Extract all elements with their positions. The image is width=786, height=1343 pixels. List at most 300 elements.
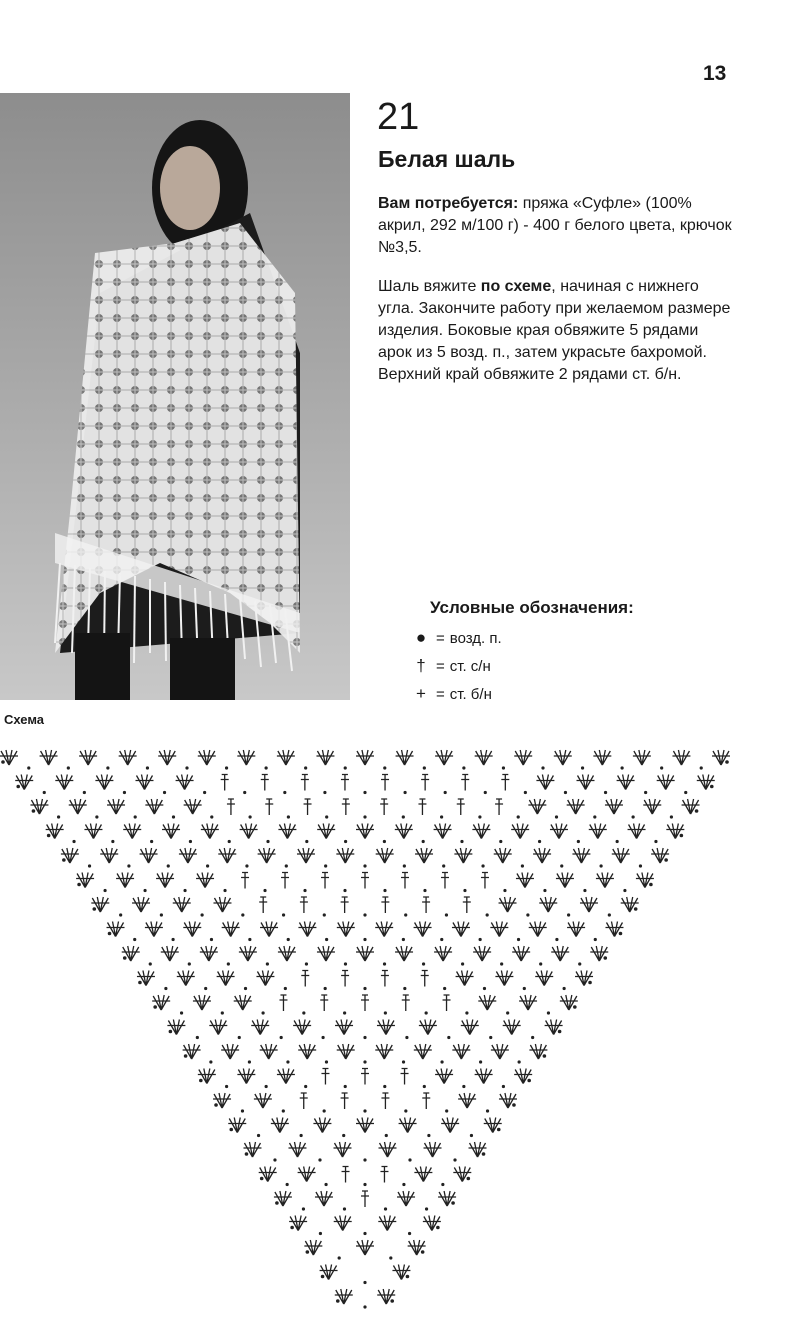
chain-dot-icon [323, 1109, 326, 1112]
fan-stitch-icon [356, 1240, 374, 1255]
chain-dot-icon [604, 791, 607, 794]
double-crochet-icon [461, 775, 469, 791]
legend-label: возд. п. [449, 629, 502, 647]
chain-dot-icon [383, 962, 386, 965]
chain-dot-icon [325, 938, 328, 941]
double-crochet-icon [301, 775, 309, 791]
chain-dot-icon [440, 815, 443, 818]
chain-dot-icon [560, 864, 563, 867]
double-crochet-icon [341, 897, 349, 913]
chain-dot-icon [483, 987, 486, 990]
chain-dot-icon [287, 815, 290, 818]
chain-dot-icon [478, 815, 481, 818]
fan-stitch-icon [356, 824, 374, 839]
chain-dot-icon [275, 1201, 279, 1205]
chain-dot-icon [623, 889, 626, 892]
double-crochet-icon [342, 799, 350, 815]
chain-dot-icon [214, 1103, 218, 1107]
fan-stitch-icon [145, 922, 163, 937]
chain-dot-icon [484, 791, 487, 794]
fan-stitch-icon [605, 799, 623, 814]
chain-dot-icon [171, 938, 174, 941]
fan-stitch-icon [356, 1118, 374, 1133]
chain-dot-icon [425, 1011, 428, 1014]
chain-dot-icon [225, 1085, 228, 1088]
double-crochet-icon [304, 799, 312, 815]
chain-dot-icon [72, 840, 75, 843]
fan-stitch-icon [278, 946, 296, 961]
fan-stitch-icon [452, 922, 470, 937]
chain-dot-icon [558, 1030, 562, 1034]
chain-dot-icon [453, 1158, 456, 1161]
chain-dot-icon [244, 987, 247, 990]
chain-dot-icon [261, 1011, 264, 1014]
chain-dot-icon [363, 1232, 366, 1235]
legend-equals: = [436, 629, 445, 647]
chain-dot-icon [266, 840, 269, 843]
chain-dot-icon [93, 907, 97, 911]
chain-dot-icon [228, 840, 231, 843]
chain-dot-icon [201, 913, 204, 916]
chain-dot-icon [555, 815, 558, 818]
chain-dot-icon [127, 864, 130, 867]
fan-stitch-icon [239, 946, 257, 961]
fan-stitch-icon [356, 946, 374, 961]
fan-stitch-icon [145, 799, 163, 814]
chain-dot-icon [684, 791, 687, 794]
double-crochet-icon [259, 897, 267, 913]
chain-dot-icon [523, 987, 526, 990]
chain-dot-icon [389, 1256, 392, 1259]
chain-dot-icon [88, 864, 91, 867]
chain-dot-icon [325, 1060, 328, 1063]
chain-dot-icon [260, 1177, 264, 1181]
chain-dot-icon [497, 1128, 501, 1132]
chain-dot-icon [600, 864, 603, 867]
chain-dot-icon [273, 1158, 276, 1161]
fan-stitch-icon [335, 1020, 353, 1035]
chain-dot-icon [664, 858, 668, 862]
chain-dot-icon [506, 1011, 509, 1014]
double-crochet-icon [380, 1167, 388, 1183]
chain-dot-icon [146, 766, 149, 769]
chain-dot-icon [238, 1036, 241, 1039]
fan-stitch-icon [379, 1142, 397, 1157]
chain-dot-icon [541, 766, 544, 769]
fan-stitch-icon [100, 848, 118, 863]
chain-dot-icon [77, 883, 81, 887]
fan-stitch-icon [536, 775, 554, 790]
chain-dot-icon [227, 962, 230, 965]
chain-dot-icon [425, 1207, 428, 1210]
chain-dot-icon: ● [415, 628, 427, 647]
fan-stitch-icon [435, 1069, 453, 1084]
fan-stitch-icon [79, 750, 97, 765]
fan-stitch-icon [628, 824, 646, 839]
chain-dot-icon [489, 1036, 492, 1039]
double-crochet-icon [265, 799, 273, 815]
chain-dot-icon [184, 1054, 188, 1058]
fan-stitch-icon [237, 750, 255, 765]
instructions-text-end: , начиная с нижнего угла. Закончите работу при желаемом размере изделия. Боковые края обвяжите 5 рядами арок из 5 возд. п., затем украсьте бахромой. Верхний край обвяжите 2 рядами ст. б/н. [378, 278, 731, 383]
fan-stitch-icon [596, 873, 614, 888]
instructions-text-start: Шаль вяжите [378, 278, 481, 295]
chain-dot-icon [189, 840, 192, 843]
chain-dot-icon [390, 1299, 394, 1303]
double-crochet-icon [321, 873, 329, 889]
chain-dot-icon [445, 1109, 448, 1112]
chain-dot-icon [500, 962, 503, 965]
chain-dot-icon [583, 889, 586, 892]
chain-dot-icon [203, 791, 206, 794]
fan-stitch-icon [158, 750, 176, 765]
double-crochet-icon [401, 873, 409, 889]
materials-text: пряжа «Суфле» (100% акрил, 292 м/100 г) - 400 г белого цвета, крючок №3,5. [378, 195, 732, 256]
chain-dot-icon [306, 1250, 310, 1254]
chain-dot-icon [325, 815, 328, 818]
double-crochet-icon [418, 799, 426, 815]
chain-dot-icon [644, 791, 647, 794]
fan-stitch-icon [258, 848, 276, 863]
chain-dot-icon [1, 760, 5, 764]
fan-stitch-icon [414, 1167, 432, 1182]
fan-stitch-icon [277, 750, 295, 765]
fan-stitch-icon [336, 848, 354, 863]
fan-stitch-icon [577, 775, 595, 790]
double-crochet-icon [279, 995, 287, 1011]
chain-dot-icon [403, 864, 406, 867]
chain-dot-icon [300, 1134, 303, 1137]
fan-stitch-icon [415, 848, 433, 863]
double-crochet-icon [422, 1093, 430, 1109]
chain-dot-icon [47, 834, 51, 838]
chain-dot-icon [108, 932, 112, 936]
chain-dot-icon [209, 1060, 212, 1063]
chain-dot-icon [403, 987, 406, 990]
chain-dot-icon [440, 1060, 443, 1063]
chain-dot-icon [163, 791, 166, 794]
fan-stitch-icon [116, 873, 134, 888]
chain-dot-icon [479, 938, 482, 941]
fan-stitch-icon [313, 1118, 331, 1133]
double-crochet-icon [300, 897, 308, 913]
double-crochet-icon [501, 775, 509, 791]
fan-stitch-icon [539, 897, 557, 912]
fan-stitch-icon [378, 1216, 396, 1231]
chain-dot-icon [436, 1226, 440, 1230]
chain-dot-icon [265, 766, 268, 769]
chain-dot-icon [363, 815, 366, 818]
fan-stitch-icon [316, 750, 334, 765]
chain-dot-icon [302, 1011, 305, 1014]
fan-stitch-icon [162, 824, 180, 839]
fan-stitch-icon [260, 922, 278, 937]
fan-stitch-icon [494, 848, 512, 863]
double-crochet-icon [381, 1093, 389, 1109]
chain-dot-icon [285, 864, 288, 867]
chain-dot-icon [402, 1183, 405, 1186]
fan-stitch-icon [156, 873, 174, 888]
fan-stitch-icon [84, 824, 102, 839]
chain-dot-icon [460, 840, 463, 843]
chain-dot-icon [538, 840, 541, 843]
chain-dot-icon [451, 1201, 455, 1205]
chain-dot-icon [302, 1207, 305, 1210]
chain-dot-icon [441, 1183, 444, 1186]
chain-dot-icon [486, 1109, 489, 1112]
double-crochet-icon [422, 897, 430, 913]
chain-dot-icon [725, 760, 729, 764]
chain-dot-icon [248, 1060, 251, 1063]
chain-dot-icon [461, 962, 464, 965]
fan-stitch-icon [419, 1020, 437, 1035]
chain-dot-icon [305, 962, 308, 965]
chain-dot-icon [567, 913, 570, 916]
chain-dot-icon [185, 766, 188, 769]
chain-dot-icon [229, 1128, 233, 1132]
fan-stitch-icon [643, 799, 661, 814]
chain-dot-icon [324, 864, 327, 867]
chain-dot-icon [169, 1030, 173, 1034]
fan-stitch-icon [193, 995, 211, 1010]
double-crochet-icon [227, 799, 235, 815]
chain-dot-icon [27, 766, 30, 769]
fan-stitch-icon [218, 848, 236, 863]
chain-dot-icon [632, 815, 635, 818]
instructions-paragraph [378, 276, 733, 386]
fan-stitch-icon [376, 848, 394, 863]
chain-dot-icon [531, 1036, 534, 1039]
fan-stitch-icon [201, 824, 219, 839]
fan-stitch-icon [617, 775, 635, 790]
legend-item [410, 624, 634, 652]
chain-dot-icon [283, 791, 286, 794]
fan-stitch-icon [95, 775, 113, 790]
fan-stitch-icon [551, 946, 569, 961]
double-crochet-icon [320, 995, 328, 1011]
fan-stitch-icon [317, 946, 335, 961]
fan-stitch-icon [69, 799, 87, 814]
chart-rows [0, 750, 730, 1309]
chain-dot-icon [403, 791, 406, 794]
chain-dot-icon [442, 864, 445, 867]
chain-dot-icon [149, 962, 152, 965]
chain-dot-icon [284, 987, 287, 990]
fan-stitch-icon [288, 1142, 306, 1157]
fan-stitch-icon [260, 1044, 278, 1059]
chain-dot-icon [649, 883, 653, 887]
fan-stitch-icon [473, 946, 491, 961]
double-crochet-icon [361, 873, 369, 889]
chain-dot-icon [280, 1036, 283, 1039]
double-crochet-icon [301, 971, 309, 987]
fan-stitch-icon [217, 971, 235, 986]
chain-dot-icon [543, 889, 546, 892]
chain-dot-icon [402, 938, 405, 941]
chain-dot-icon [521, 864, 524, 867]
chain-dot-icon [133, 938, 136, 941]
double-crochet-icon [221, 775, 229, 791]
chain-dot-icon [527, 1079, 531, 1083]
chain-dot-icon [634, 907, 638, 911]
chain-dot-icon [305, 840, 308, 843]
fan-stitch-icon [333, 1142, 351, 1157]
chain-dot-icon [196, 1036, 199, 1039]
chain-dot-icon [248, 938, 251, 941]
fan-stitch-icon [572, 848, 590, 863]
chain-dot-icon [539, 962, 542, 965]
fan-stitch-icon [251, 1020, 269, 1035]
chain-dot-icon [363, 1060, 366, 1063]
fan-stitch-icon [491, 1044, 509, 1059]
instructions-emphasis: по схеме [480, 278, 552, 295]
fan-stitch-icon [499, 897, 517, 912]
chain-dot-icon [160, 913, 163, 916]
legend-item [410, 652, 634, 680]
chain-dot-icon [344, 766, 347, 769]
double-crochet-icon [341, 775, 349, 791]
chain-dot-icon [383, 889, 386, 892]
legend-item [410, 680, 634, 708]
chain-dot-icon [547, 1011, 550, 1014]
fan-stitch-icon [458, 1093, 476, 1108]
double-crochet-icon [443, 995, 451, 1011]
fan-stitch-icon [550, 824, 568, 839]
fan-stitch-icon [184, 799, 202, 814]
chain-dot-icon [111, 840, 114, 843]
chain-dot-icon [517, 815, 520, 818]
fan-stitch-icon [399, 1118, 417, 1133]
fan-stitch-icon [533, 848, 551, 863]
chain-dot-icon [221, 1011, 224, 1014]
double-crochet-icon [361, 995, 369, 1011]
chain-dot-icon [206, 864, 209, 867]
chain-dot-icon [447, 1036, 450, 1039]
double-crochet-icon [463, 897, 471, 913]
fan-stitch-icon [454, 848, 472, 863]
chain-dot-icon [95, 815, 98, 818]
chain-dot-icon [443, 987, 446, 990]
fan-stitch-icon [40, 750, 58, 765]
fan-stitch-icon [176, 775, 194, 790]
chain-dot-icon [479, 1060, 482, 1063]
chain-dot-icon [555, 938, 558, 941]
chain-dot-icon [138, 981, 142, 985]
chain-dot-icon [470, 1134, 473, 1137]
materials-label: Вам потребуется: [378, 195, 519, 212]
chain-dot-icon [188, 962, 191, 965]
chain-dot-icon [518, 1060, 521, 1063]
chain-dot-icon [404, 1109, 407, 1112]
double-crochet-icon [481, 873, 489, 889]
chain-dot-icon [405, 1036, 408, 1039]
fan-stitch-icon [297, 848, 315, 863]
fan-stitch-icon [173, 897, 191, 912]
chain-dot-icon [680, 834, 684, 838]
chain-dot-icon [499, 840, 502, 843]
fan-stitch-icon [556, 873, 574, 888]
chain-dot-icon [204, 987, 207, 990]
fan-stitch-icon [222, 922, 240, 937]
fan-stitch-icon [434, 824, 452, 839]
fan-stitch-icon [277, 1069, 295, 1084]
chain-dot-icon [563, 987, 566, 990]
fan-stitch-icon [514, 750, 532, 765]
chain-dot-icon [363, 791, 366, 794]
fan-stitch-icon [271, 1118, 289, 1133]
fan-stitch-icon [528, 799, 546, 814]
double-crochet-icon: † [416, 656, 426, 675]
chain-dot-icon [524, 791, 527, 794]
chain-dot-icon [404, 913, 407, 916]
fan-stitch-icon [198, 750, 216, 765]
chain-dot-icon [616, 840, 619, 843]
chain-dot-icon [363, 1305, 366, 1308]
legend-label: ст. б/н [449, 685, 492, 703]
chain-dot-icon [423, 889, 426, 892]
chain-dot-icon [700, 766, 703, 769]
fan-stitch-icon [293, 1020, 311, 1035]
schema-label: Схема [4, 712, 45, 727]
single-crochet-icon: + [416, 684, 426, 703]
fan-stitch-icon [475, 750, 493, 765]
chain-dot-icon [134, 815, 137, 818]
fan-stitch-icon [183, 922, 201, 937]
double-crochet-icon [421, 971, 429, 987]
double-crochet-icon [421, 775, 429, 791]
chain-dot-icon [338, 1256, 341, 1259]
fan-stitch-icon [237, 1069, 255, 1084]
chain-dot-icon [336, 1299, 340, 1303]
chain-dot-icon [103, 889, 106, 892]
chain-dot-icon [287, 938, 290, 941]
chain-dot-icon [119, 913, 122, 916]
chain-dot-icon [462, 1085, 465, 1088]
fan-stitch-icon [161, 946, 179, 961]
double-crochet-icon [341, 971, 349, 987]
chain-dot-icon [385, 1134, 388, 1137]
chain-dot-icon [465, 1011, 468, 1014]
chain-dot-icon [172, 815, 175, 818]
chain-dot-icon [427, 1134, 430, 1137]
fan-stitch-icon [356, 750, 374, 765]
fan-stitch-icon [633, 750, 651, 765]
chain-dot-icon [150, 840, 153, 843]
chain-dot-icon [257, 1134, 260, 1137]
legend-title: Условные обозначения: [430, 598, 634, 617]
chain-dot-icon [180, 1011, 183, 1014]
fan-stitch-icon [119, 750, 137, 765]
fan-stitch-icon [213, 897, 231, 912]
chain-dot-icon [263, 889, 266, 892]
chain-dot-icon [481, 864, 484, 867]
chain-dot-icon [402, 1060, 405, 1063]
fan-stitch-icon [593, 750, 611, 765]
chain-dot-icon [502, 766, 505, 769]
chain-dot-icon [243, 791, 246, 794]
fan-stitch-icon [375, 922, 393, 937]
fan-stitch-icon [123, 824, 141, 839]
chain-dot-icon [304, 1085, 307, 1088]
fan-stitch-icon [132, 897, 150, 912]
fan-stitch-icon [107, 799, 125, 814]
chain-dot-icon [383, 1085, 386, 1088]
fan-stitch-icon [375, 1044, 393, 1059]
chain-dot-icon [343, 889, 346, 892]
chain-dot-icon [603, 956, 607, 960]
fan-stitch-icon [589, 824, 607, 839]
chain-dot-icon [482, 1152, 486, 1156]
